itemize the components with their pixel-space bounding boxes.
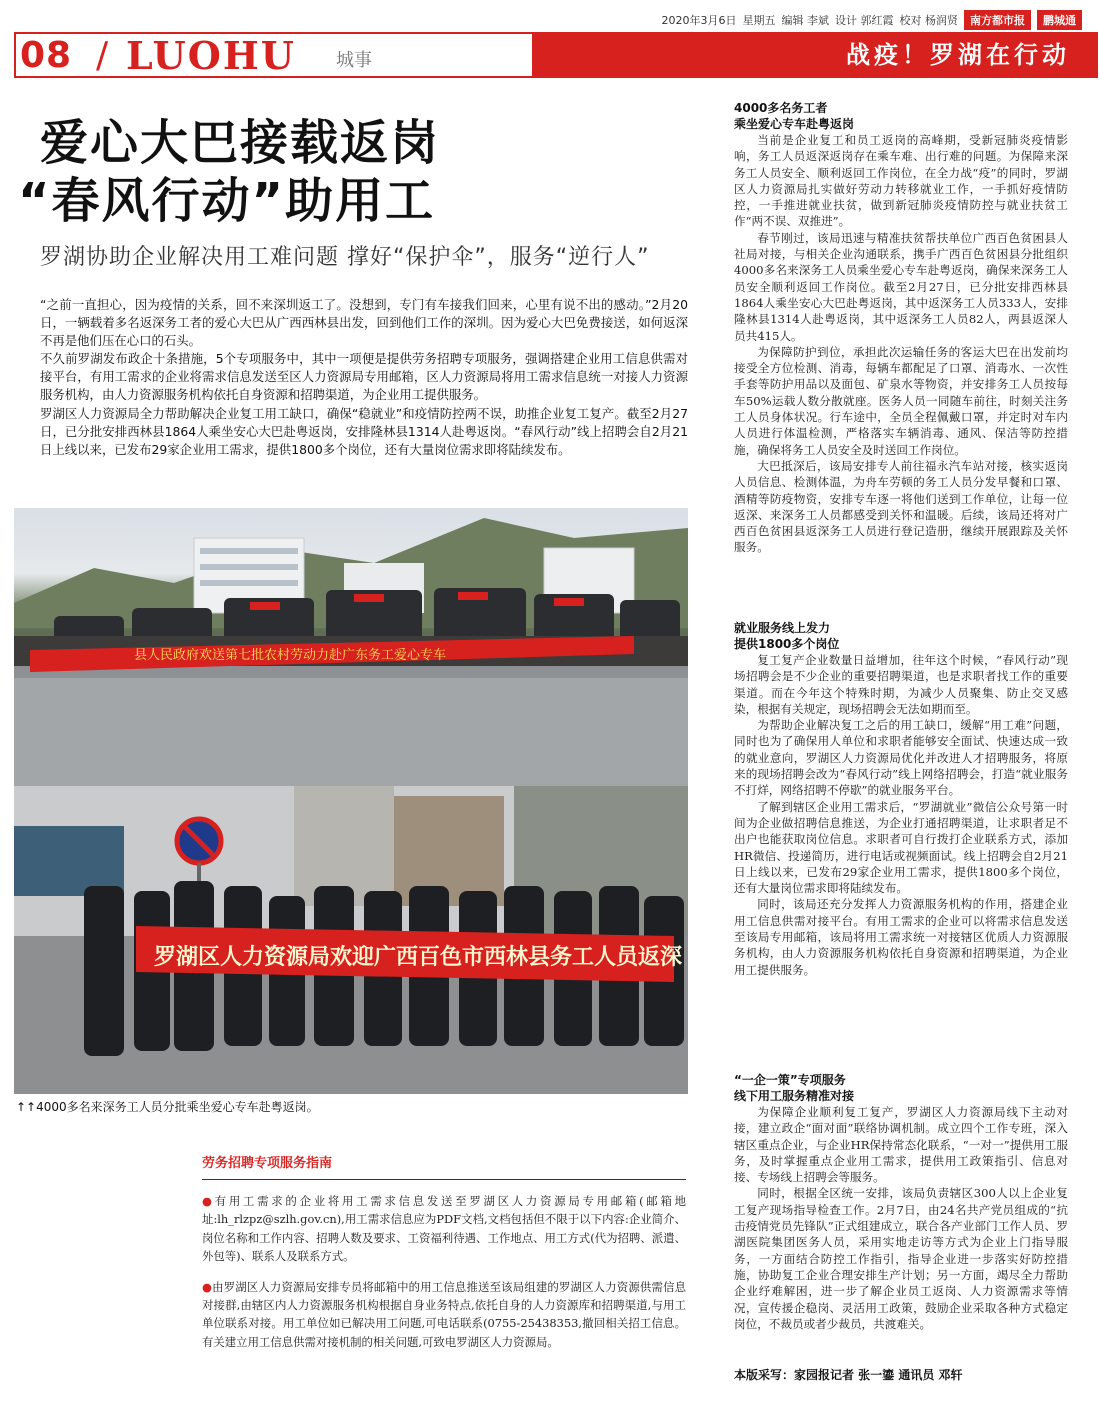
- section-name: 城事: [336, 50, 372, 71]
- district-name: LUOHU: [126, 33, 296, 78]
- bullet-icon: ●: [202, 1194, 215, 1208]
- section-heading: “一企一策”专项服务: [734, 1073, 846, 1087]
- date: 2020年3月6日: [661, 14, 737, 27]
- page-number: 08: [20, 35, 73, 76]
- subheadline: 罗湖协助企业解决用工难问题 撑好“保护伞”，服务“逆行人”: [40, 245, 650, 270]
- guide-item: [202, 1192, 686, 1266]
- headline-line2: “春风行动”助用工: [18, 173, 436, 229]
- photo-group: [14, 786, 688, 1094]
- guide-item-text: 由罗湖区人力资源局安排专员将邮箱中的用工信息推送至该局组建的罗湖区人力资源供需信息对接群,由辖区内人力资源服务机构根据自身业务特点,依托自身的人力资源库和招聘渠道,与用工单位联系对接。用工单位如已解决用工问题,可电话联系(0755-25438353,撤回相关招工信息。有关建立用工信息供需对接机制的相关问题,可致电罗湖区人力资源局。: [202, 1279, 686, 1349]
- section-subheading: 线下用工服务精准对接: [734, 1089, 855, 1103]
- slash-divider: /: [96, 35, 109, 76]
- guide-item-text: 有用工需求的企业将用工需求信息发送至罗湖区人力资源局专用邮箱(邮箱地址:lh_rlzpz@szlh.gov.cn),用工需求信息应为PDF文档,文档包括但不限于以下内容:企业简介、岗位名称和工作内容、招聘人数及要求、工资福利待遇、工作地点、用工方式(代为招聘、派遣、外包等)、联系人及联系方式。: [202, 1194, 686, 1264]
- section-paragraph: 为保障防护到位，承担此次运输任务的客运大巴在出发前均接受全方位检测、消毒，每辆车都配足了口罩、消毒水、一次性手套等防护用品以及面包、矿泉水等物资，并安排务工人员按每车50%运载人数分散就座。医务人员一同随车前往，时刻关注务工人员身体状况。行车途中，全员全程佩戴口罩，并定时对车内人员进行体温检测，严格落实车辆消毒、通风、保洁等防控措施，确保将务工人员安全及时送回工作岗位。: [734, 344, 1068, 457]
- designer: 设计 郭红霞: [835, 14, 894, 27]
- photo-buses-drawing: [14, 508, 688, 806]
- lead-text: [40, 296, 688, 459]
- section-subheading: 提供1800多个岗位: [734, 637, 840, 651]
- section-paragraph: 了解到辖区企业用工需求后，“罗湖就业”微信公众号第一时间为企业做招聘信息推送，为企业打通招聘渠道，让求职者足不出户也能获取岗位信息。求职者可自行拨打企业联系方式，添加HR微信、投递简历，进行电话或视频面试。线上招聘会自2月21日上线以来，已发布29家企业用工需求，提供1800多个岗位，还有大量岗位需求即将陆续发布。: [734, 799, 1068, 896]
- section-paragraph: 为帮助企业解决复工之后的用工缺口，缓解“用工难”问题，同时也为了确保用人单位和求职者能够安全面试、快速达成一致的就业意向，罗湖区人力资源局优化并改进人才招聘服务，将原来的现场招聘会改为“春风行动”线上网络招聘会，打造“就业服务不打烊，网络招聘不停歇”的就业服务平台。: [734, 718, 1068, 798]
- section-paragraph: 复工复产企业数量日益增加，往年这个时候，“春风行动”现场招聘会是不少企业的重要招聘渠道，也是求职者找工作的重要渠道。而在今年这个特殊时期，为减少人员聚集、防止交叉感染，根据有关规定，现场招聘会无法如期而至。: [734, 653, 1068, 716]
- photo-buses: [14, 508, 688, 806]
- bullet-icon: ●: [202, 1279, 213, 1294]
- paper-logo: 南方都市报: [964, 10, 1031, 30]
- section-3: [734, 1072, 1068, 1332]
- photo-caption: ↑↑4000多名来深务工人员分批乘坐爱心专车赴粤返岗。: [16, 1100, 319, 1114]
- lead-paragraph: 不久前罗湖发布政企十条措施，5个专项服务中，其中一项便是提供劳务招聘专项服务，强调搭建企业用工信息供需对接平台，有用工需求的企业将需求信息发送至区人力资源局专用邮箱，区人力资源局将用工需求信息统一对接人力资源服务机构，由人力资源服务机构依托自身资源和招聘渠道，为企业用工提供服务。: [40, 351, 688, 403]
- section-subheading: 乘坐爱心专车赴粤返岗: [734, 117, 855, 131]
- photo2-banner-text: 罗湖区人力资源局欢迎广西百色市西林县务工人员返深: [154, 945, 683, 970]
- section-paragraph: 春节刚过，该局迅速与精准扶贫帮扶单位广西百色贫困县人社局对接，与相关企业沟通联系，携手广西百色贫困县分批组织4000多名来深务工人员乘坐爱心专车赴粤返岗，确保来深务工人员安全顺利返回工作岗位。截至2月27日，已分批安排西林县1864人乘坐安心大巴赴粤返岗，其中返深务工人员333人，安排隆林县1314人赴粤返岗，其中返深务工人员82人，两县返深人员共415人。: [734, 230, 1068, 343]
- weekday: 星期五: [742, 14, 776, 27]
- section-1: [734, 100, 1068, 556]
- section-heading: 4000多名务工者: [734, 101, 828, 115]
- photo-group-drawing: [14, 786, 688, 1094]
- section-paragraph: 大巴抵深后，该局安排专人前往福永汽车站对接，核实返岗人员信息、检测体温，为舟车劳顿的务工人员分发早餐和口罩、酒精等防疫物资，安排专车逐一将他们送到工作单位，让每一位返深、来深务工人员都感受到关怀和温暖。后续，该局还将对广西百色贫困县返深务工人员进行登记造册，继续开展跟踪及关怀服务。: [734, 458, 1068, 555]
- lead-paragraph: “之前一直担心，因为疫情的关系，回不来深圳返工了。没想到，专门有车接我们回来，心里有说不出的感动。”2月20日，一辆载着多名返深务工者的爱心大巴从广西西林县出发，回到他们工作的深圳。因为爱心大巴免费接送，如何返深不再是他们压在心口的石头。: [40, 297, 688, 349]
- app-logo: 鹏城通: [1037, 10, 1082, 30]
- guide-title: 劳务招聘专项服务指南: [202, 1152, 686, 1180]
- section-paragraph: 为保障企业顺利复工复产，罗湖区人力资源局线下主动对接，建立政企“面对面”联络协调机制。成立四个工作专班，深入辖区重点企业，与企业HR保持常态化联系，“一对一”提供用工服务，及时掌握重点企业用工需求，提供用工政策指引、信息对接、专场线上招聘会等服务。: [734, 1105, 1068, 1185]
- banner-left: [14, 32, 534, 78]
- byline: 本版采写：家园报记者 张一鎏 通讯员 邓轩: [734, 1368, 963, 1382]
- section-paragraph: 当前是企业复工和员工返岗的高峰期，受新冠肺炎疫情影响，务工人员返深返岗存在乘车难、出行难的问题。为保障来深务工人员安全、顺利返回工作岗位，在全力战“疫”的同时，罗湖区人力资源局扎实做好劳动力转移就业工作，一手抓好疫情防控，一手推进就业扶贫，做到新冠肺炎疫情防控与就业扶贫工作“两不误、双推进”。: [734, 133, 1068, 229]
- section-heading: 就业服务线上发力: [734, 621, 831, 635]
- lead-paragraph: 罗湖区人力资源局全力帮助解决企业复工用工缺口，确保“稳就业”和疫情防控两不误，助推企业复工复产。截至2月27日，已分批安排西林县1864人乘坐安心大巴赴粤返岗，安排隆林县1314人赴粤返岗。“春风行动”线上招聘会自2月21日上线以来，已发布29家企业用工需求，提供1800多个岗位，还有大量岗位需求即将陆续发布。: [40, 405, 688, 457]
- section-paragraph: 同时，根据全区统一安排，该局负责辖区300人以上企业复工复产现场指导检查工作。2月7日，由24名共产党员组成的“抗击疫情党员先锋队”正式组建成立，联合各产业部门工作人员、罗湖医院集团医务人员，采用实地走访等方式为企业上门指导服务，一方面结合防控工作指引，指导企业进一步落实好防控措施，协助复工企业合理安排生产计划；另一方面，竭尽全力帮助企业纾难解困，进一步了解企业员工返岗、人力资源需求等情况，宣传援企稳岗、灵活用工政策，鼓励企业采取各种方式稳定岗位，不裁员或者少裁员，共渡难关。: [734, 1186, 1068, 1331]
- section-banner: [14, 32, 1098, 78]
- section-paragraph: 同时，该局还充分发挥人力资源服务机构的作用，搭建企业用工信息供需对接平台。有用工需求的企业可以将需求信息发送至该局专用邮箱，该局将用工需求统一对接辖区优质人力资源服务机构，由人力资源服务机构依托自身资源和招聘渠道，为企业用工提供服务。: [734, 897, 1068, 977]
- section-2: [734, 620, 1068, 978]
- service-guide: [202, 1152, 686, 1351]
- photo1-banner-text: 县人民政府欢送第七批农村劳动力赴广东务工爱心专车: [134, 648, 447, 663]
- banner-title: 战疫！罗湖在行动: [846, 41, 1070, 69]
- guide-item: [202, 1278, 686, 1352]
- proofreader: 校对 杨润贤: [899, 14, 958, 27]
- headline-line1: 爱心大巴接载返岗: [40, 115, 441, 171]
- page-meta: [662, 10, 1083, 30]
- editor: 编辑 李斌: [781, 14, 829, 27]
